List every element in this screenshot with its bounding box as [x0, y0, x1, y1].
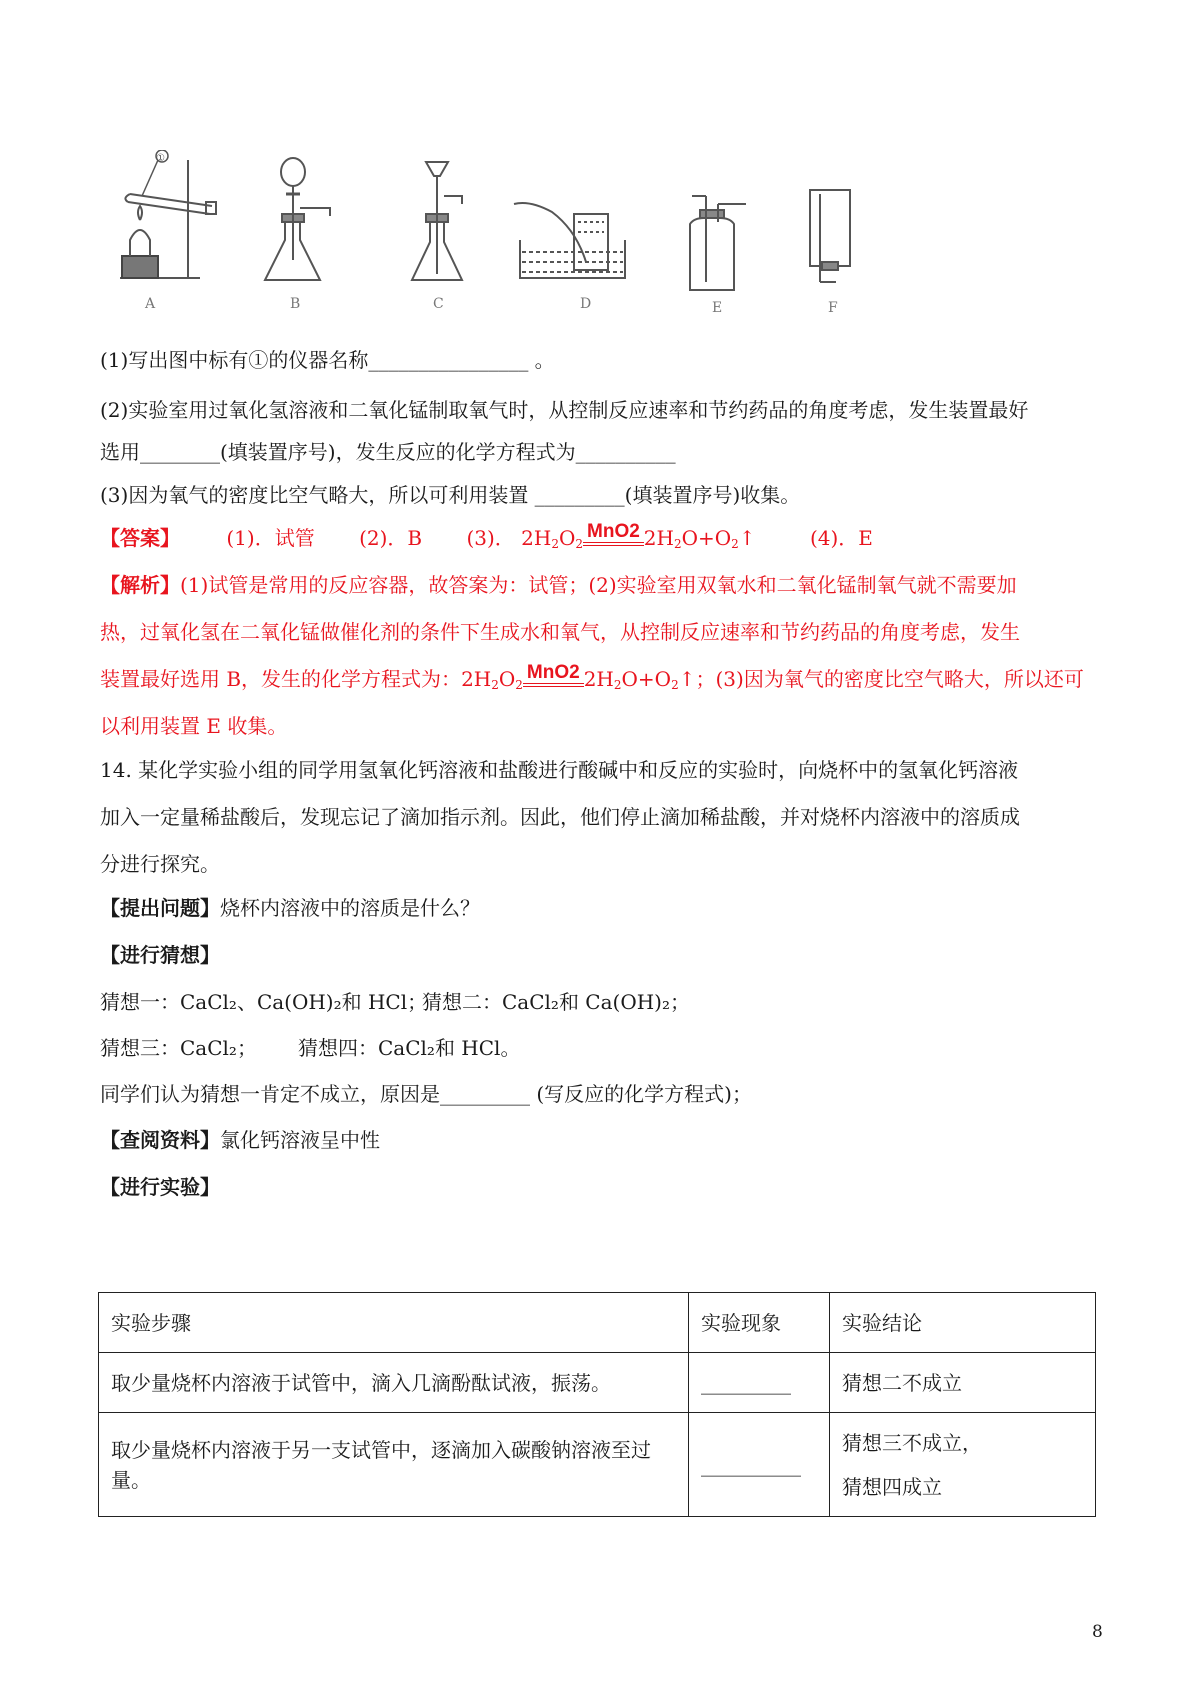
guess-heading: 【进行猜想】 — [100, 943, 220, 967]
guess-row-2 — [100, 1033, 1100, 1063]
guess-3: 猜想三：CaCl₂； — [100, 1036, 257, 1060]
row1-conclusion: 猜想二不成立 — [830, 1353, 1096, 1413]
label-c: C — [433, 296, 444, 312]
apparatus-e-gas-bottle — [690, 196, 746, 316]
label-a: A — [145, 296, 156, 312]
apparatus-a-test-tube-heating — [120, 150, 216, 312]
answer-3-prefix: (3)． — [466, 526, 515, 550]
answer-line — [100, 523, 1100, 559]
analysis-label: 【解析】 — [100, 573, 180, 597]
reference-text: 氯化钙溶液呈中性 — [220, 1128, 380, 1152]
catalyst-label: MnO2 — [583, 522, 644, 546]
eq-arrow: ↑ — [738, 526, 756, 550]
label-b: B — [290, 296, 301, 312]
page-number: 8 — [1092, 1622, 1103, 1642]
analysis-line-4: 以利用装置 E 收集。 — [100, 714, 288, 738]
row1-phenomenon: _________ — [689, 1353, 830, 1413]
question-1: (1)写出图中标有①的仪器名称________________ 。 — [100, 348, 555, 372]
eq-left-b: O — [558, 526, 576, 550]
table-header-row — [99, 1293, 1096, 1353]
apparatus-d-water-trough — [514, 203, 625, 312]
label-e: E — [712, 300, 723, 316]
eq-left-sub1: 2 — [551, 537, 559, 551]
reason-line: 同学们认为猜想一肯定不成立，原因是_________ (写反应的化学方程式)； — [100, 1082, 752, 1106]
eq-left-a: 2H — [521, 526, 552, 550]
analysis-line-1 — [100, 570, 1100, 600]
question-2-line-1: (2)实验室用过氧化氢溶液和二氧化锰制取氧气时，从控制反应速率和节约药品的角度考虑，发生装置最好 — [100, 398, 1029, 422]
analysis-line-2: 热，过氧化氢在二氧化锰做催化剂的条件下生成水和氧气，从控制反应速率和节约药品的角度考虑，发生 — [100, 620, 1020, 644]
answer-1: (1)．试管 — [226, 526, 315, 550]
experiment-table — [98, 1292, 1096, 1517]
answer-3 — [466, 521, 761, 551]
analysis-text-3a: 装置最好选用 B，发生的化学方程式为： — [100, 667, 462, 691]
header-phenomenon: 实验现象 — [689, 1293, 830, 1353]
raise-question — [100, 893, 1100, 923]
row2-step: 取少量烧杯内溶液于另一支试管中，逐滴加入碳酸钠溶液至过量。 — [99, 1413, 689, 1517]
raise-question-label: 【提出问题】 — [100, 896, 220, 920]
apparatus-f-inverted-bottle — [810, 190, 850, 316]
eq2-left-a: 2H — [461, 667, 492, 691]
row2-conclusion-line-1: 猜想三不成立， — [842, 1430, 982, 1455]
eq2-left-b: O — [498, 667, 516, 691]
table-row — [99, 1413, 1096, 1517]
eq2-right-b: O+O — [621, 667, 672, 691]
question-14-line-3: 分进行探究。 — [100, 852, 220, 876]
eq2-left-sub1: 2 — [491, 678, 499, 692]
catalyst-label-2: MnO2 — [523, 663, 584, 687]
raise-question-text: 烧杯内溶液中的溶质是什么？ — [220, 896, 480, 920]
answer-label: 【答案】 — [100, 526, 180, 550]
eq-right-b: O+O — [681, 526, 732, 550]
answer-2: (2)．B — [359, 526, 423, 550]
circled-marker: ① — [156, 153, 165, 164]
row2-conclusion-line-2: 猜想四成立 — [842, 1474, 942, 1499]
eq-left-sub2: 2 — [575, 537, 584, 551]
analysis-line-3 — [100, 664, 1100, 700]
eq2-left-sub2: 2 — [515, 678, 523, 692]
eq2-right-sub1: 2 — [613, 678, 622, 692]
apparatus-c-flask-long-funnel — [412, 162, 462, 312]
row1-step: 取少量烧杯内溶液于试管中，滴入几滴酚酞试液，振荡。 — [99, 1353, 689, 1413]
header-conclusion: 实验结论 — [830, 1293, 1096, 1353]
question-2-line-2: 选用________(填装置序号)，发生反应的化学方程式为__________ — [100, 440, 676, 464]
eq-right-a: 2H — [643, 526, 674, 550]
eq2-right-a: 2H — [583, 667, 614, 691]
eq-right-sub1: 2 — [673, 537, 682, 551]
label-d: D — [580, 296, 592, 312]
reference-label: 【查阅资料】 — [100, 1128, 220, 1152]
answer-4: (4)．E — [809, 526, 873, 550]
header-steps: 实验步骤 — [99, 1293, 689, 1353]
guess-2: 猜想二：CaCl₂和 Ca(OH)₂； — [422, 990, 690, 1014]
analysis-text-3b: ；(3)因为氧气的密度比空气略大，所以还可 — [695, 667, 1084, 691]
eq-right-sub2: 2 — [731, 537, 739, 551]
row2-phenomenon: __________ — [689, 1413, 830, 1517]
guess-4: 猜想四：CaCl₂和 HCl。 — [298, 1036, 521, 1060]
guess-1: 猜想一：CaCl₂、Ca(OH)₂和 HCl； — [100, 990, 428, 1014]
apparatus-b-flask-separatory-funnel — [265, 158, 330, 312]
eq2-right-sub2: 2 — [671, 678, 679, 692]
analysis-text-1: (1)试管是常用的反应容器，故答案为：试管；(2)实验室用双氧水和二氧化锰制氧气就不需要加 — [180, 573, 1017, 597]
label-f: F — [828, 300, 838, 316]
row2-conclusion — [830, 1413, 1096, 1517]
question-14-line-2: 加入一定量稀盐酸后，发现忘记了滴加指示剂。因此，他们停止滴加稀盐酸，并对烧杯内溶液中的溶质成 — [100, 805, 1020, 829]
question-14-line-1: 14. 某化学实验小组的同学用氢氧化钙溶液和盐酸进行酸碱中和反应的实验时，向烧杯中的氢氧化钙溶液 — [100, 758, 1019, 782]
question-3: (3)因为氧气的密度比空气略大，所以可利用装置 _________(填装置序号)收集。 — [100, 483, 801, 507]
guess-row-1 — [100, 987, 1100, 1017]
apparatus-figure — [100, 150, 1000, 350]
reference-line — [100, 1125, 1100, 1155]
experiment-heading: 【进行实验】 — [100, 1175, 220, 1199]
eq2-arrow: ↑ — [678, 667, 696, 691]
table-row — [99, 1353, 1096, 1413]
